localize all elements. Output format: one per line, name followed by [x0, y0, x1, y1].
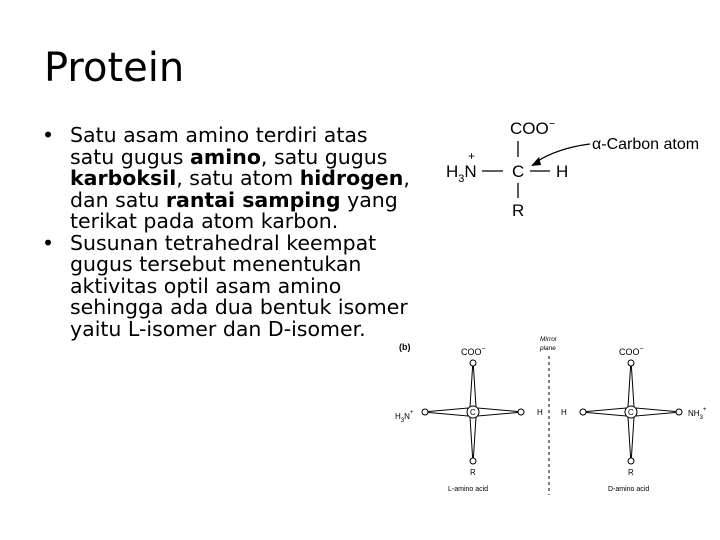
d-amino-acid-caption: D-amino acid	[608, 486, 650, 493]
bullet-text-1: Satu asam amino terdiri atas satu gugus amino, satu gugus karboksil, satu atom hidrogen, dan satu rantai samping yang terikat pada atom karbon.	[70, 123, 410, 233]
arrow-head	[531, 157, 541, 166]
d-side-chain-label: R	[628, 468, 634, 477]
enantiomer-diagram	[365, 330, 715, 500]
l-amino-acid	[395, 346, 543, 493]
side-chain-label: R	[512, 201, 525, 220]
d-top-atom	[628, 360, 634, 366]
l-carbon-label: C	[470, 408, 476, 417]
d-bottom-atom	[628, 458, 634, 464]
bold-term-karboksil: karboksil	[70, 166, 177, 190]
l-amino-acid-caption: L-amino acid	[448, 486, 489, 493]
bold-term-rantai-samping: rantai samping	[165, 187, 341, 212]
l-wedge-top	[470, 360, 476, 407]
bullet-item-isomer	[42, 230, 412, 341]
amino-charge: +	[468, 149, 476, 163]
l-amino-label: $H_3N^+$	[395, 410, 414, 424]
bullet-dot: •	[42, 123, 55, 147]
alpha-carbon-diagram	[440, 110, 715, 225]
alpha-carbon-label: C	[512, 162, 525, 181]
l-wedge-right	[478, 408, 523, 416]
l-side-chain-label: R	[470, 468, 476, 477]
d-hydrogen-label: H	[561, 408, 567, 417]
alpha-carbon-annotation: α-Carbon atom	[592, 136, 700, 153]
d-right-atom	[676, 409, 682, 415]
l-right-atom	[518, 409, 524, 415]
l-left-atom	[422, 409, 428, 415]
annotation-arrow	[536, 144, 590, 162]
d-carbon-label: C	[628, 408, 634, 417]
d-wedge-left	[581, 408, 626, 416]
hydrogen-label: H	[556, 162, 569, 181]
l-carboxyl-label: COO−	[461, 346, 486, 357]
bold-term-hidrogen: hidrogen	[299, 166, 404, 190]
bold-term-amino: amino	[190, 144, 261, 169]
d-wedge-right	[636, 408, 681, 416]
d-carboxyl-label: COO−	[619, 346, 644, 357]
l-bottom-atom	[470, 458, 476, 464]
bullet-text-2: Susunan tetrahedral keempat gugus tersebut menentukan aktivitas optil asam amino sehingga ada dua bentuk isomer yaitu L-isomer dan D-isomer.	[70, 230, 408, 341]
mirror-label: Mirror	[540, 336, 557, 343]
amino-group-label: $H_3N$	[446, 162, 477, 185]
panel-label: (b)	[399, 342, 411, 352]
d-amino-acid	[561, 346, 707, 493]
d-wedge-top	[628, 360, 634, 407]
l-wedge-bottom	[470, 417, 476, 464]
bullet-dot: •	[42, 230, 55, 255]
carboxyl-group-label: COO−	[510, 118, 556, 138]
d-left-atom	[580, 409, 586, 415]
d-wedge-bottom	[628, 417, 634, 464]
mirror-label-line2: plane	[540, 345, 556, 352]
d-amino-label: $NH_3^+$	[688, 407, 707, 421]
l-top-atom	[470, 360, 476, 366]
l-hydrogen-label: H	[537, 408, 543, 417]
l-wedge-left	[423, 408, 468, 416]
bullet-list	[42, 125, 412, 340]
slide-title: Protein	[44, 45, 185, 91]
bullet-item-structure	[42, 125, 412, 233]
